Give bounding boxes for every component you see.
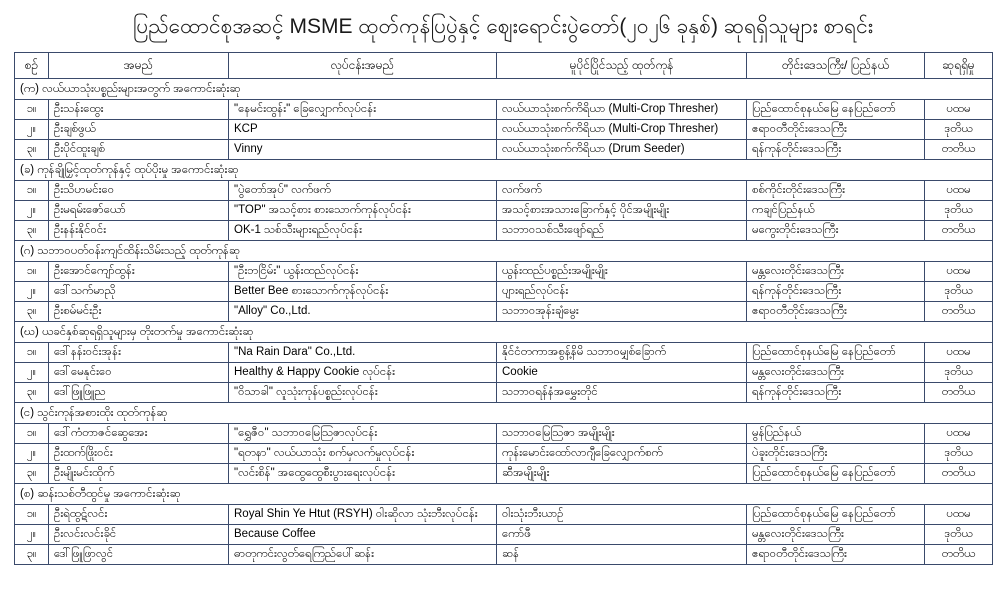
cell-region: ပြည်ထောင်စုနယ်မြေ နေပြည်တော်	[747, 343, 925, 363]
cell-award: ဒုတိယ	[925, 363, 993, 383]
cell-business: "ဦးဘငြိမ်း" ယွန်းထည်လုပ်ငန်း	[229, 262, 497, 282]
cell-business: Vinny	[229, 140, 497, 160]
cell-product: ဆီအမျိုးမျိုး	[497, 464, 747, 484]
cell-business: KCP	[229, 120, 497, 140]
cell-award: ပထမ	[925, 343, 993, 363]
cell-no: ၃။	[15, 302, 49, 322]
awards-table	[14, 52, 993, 565]
cell-award: ပထမ	[925, 505, 993, 525]
cell-region: ရန်ကုန်တိုင်းဒေသကြီး	[747, 140, 925, 160]
cell-no: ၁။	[15, 343, 49, 363]
cell-no: ၃။	[15, 383, 49, 403]
cell-region: ပြည်ထောင်စုနယ်မြေ နေပြည်တော်	[747, 505, 925, 525]
cell-award: ဒုတိယ	[925, 201, 993, 221]
cell-no: ၃။	[15, 464, 49, 484]
cell-award: တတိယ	[925, 545, 993, 565]
table-group-row	[15, 160, 993, 181]
cell-region: ပြည်ထောင်စုနယ်မြေ နေပြည်တော်	[747, 464, 925, 484]
cell-business: "နေမင်းထွန်း" ခြေလျှောက်လုပ်ငန်း	[229, 100, 497, 120]
cell-name: ဦးချစ်ဖွယ်	[49, 120, 229, 140]
table-row	[15, 140, 993, 160]
column-header-business: လုပ်ငန်းအမည်	[229, 53, 497, 79]
cell-product: ဝါးသုံးဘီးယာဉ်	[497, 505, 747, 525]
cell-product: သဘာဝရန်နံအမွှေးတိုင်	[497, 383, 747, 403]
table-row	[15, 363, 993, 383]
table-row	[15, 120, 993, 140]
column-header-region: တိုင်းဒေသကြီး/ ပြည်နယ်	[747, 53, 925, 79]
table-row	[15, 262, 993, 282]
table-group-label: (ဂ) သဘာဝပတ်ဝန်းကျင်ထိန်းသိမ်းသည့် ထုတ်ကုန်ဆု	[15, 241, 993, 262]
cell-product: ကုန်းမောင်းထော်လာဂျီခြေလျှောက်စက်	[497, 444, 747, 464]
cell-region: မွန်ပြည်နယ်	[747, 424, 925, 444]
cell-no: ၂။	[15, 282, 49, 302]
cell-region: ဧရာဝတီတိုင်းဒေသကြီး	[747, 120, 925, 140]
table-header-row	[15, 53, 993, 79]
column-header-name: အမည်	[49, 53, 229, 79]
table-row	[15, 201, 993, 221]
cell-region: မကွေးတိုင်းဒေသကြီး	[747, 221, 925, 241]
table-group-row	[15, 79, 993, 100]
cell-product: ဆန်	[497, 545, 747, 565]
cell-award: တတိယ	[925, 464, 993, 484]
cell-no: ၂။	[15, 525, 49, 545]
column-header-no: စဉ်	[15, 53, 49, 79]
cell-name: ဦးသိဟမင်းဝေ	[49, 181, 229, 201]
cell-no: ၁။	[15, 181, 49, 201]
cell-award: တတိယ	[925, 221, 993, 241]
table-row	[15, 383, 993, 403]
cell-business: Royal Shin Ye Htut (RSYH) ဝါးဆိုလာ သုံးဘီးလုပ်ငန်း	[229, 505, 497, 525]
cell-business: Healthy & Happy Cookie လုပ်ငန်း	[229, 363, 497, 383]
cell-name: ဦးနန်းနိုင်ဝင်း	[49, 221, 229, 241]
cell-business: Better Bee စားသောက်ကုန်လုပ်ငန်း	[229, 282, 497, 302]
cell-product: သဘာဝသစ်သီးဖျော်ရည်	[497, 221, 747, 241]
table-row	[15, 545, 993, 565]
cell-award: ပထမ	[925, 181, 993, 201]
table-row	[15, 282, 993, 302]
page-title: ပြည်ထောင်စုအဆင့် MSME ထုတ်ကုန်ပြပွဲနှင့် ဈေးရောင်းပွဲတော်(၂၀၂၆ ခုနှစ်) ဆုရရှိသူများ စာရင်း	[132, 15, 874, 38]
cell-award: ပထမ	[925, 100, 993, 120]
cell-name: ဒေါ်သက်မာညို	[49, 282, 229, 302]
cell-product: သဘာဝအုန်းချံမွေး	[497, 302, 747, 322]
cell-product: လက်ဖက်	[497, 181, 747, 201]
cell-product: ယွန်းထည်ပစ္စည်းအမျိုးမျိုး	[497, 262, 747, 282]
cell-award: တတိယ	[925, 302, 993, 322]
table-group-row	[15, 484, 993, 505]
cell-name: ဒေါ်ဖြူဖြာလွင်	[49, 545, 229, 565]
cell-region: မန္တလေးတိုင်းဒေသကြီး	[747, 525, 925, 545]
cell-award: တတိယ	[925, 140, 993, 160]
cell-award: ဒုတိယ	[925, 282, 993, 302]
cell-product: ကော်ဖီ	[497, 525, 747, 545]
cell-product: သဘာဝမြေဩဇာ အမျိုးမျိုး	[497, 424, 747, 444]
cell-name: ဦးရဲထွဋ်လင်း	[49, 505, 229, 525]
cell-no: ၂။	[15, 444, 49, 464]
cell-no: ၁။	[15, 262, 49, 282]
cell-product: Cookie	[497, 363, 747, 383]
table-group-label: (င) သွင်းကုန်အစားထိုး ထုတ်ကုန်ဆု	[15, 403, 993, 424]
table-group-label: (စ) ဆန်းသစ်တီထွင်မှု အကောင်းဆုံးဆု	[15, 484, 993, 505]
cell-product: လယ်ယာသုံးစက်ကိရိယာ (Multi-Crop Thresher)	[497, 100, 747, 120]
table-group-label: (ဃ) ယခင်နှစ်ဆုရရှိသူများမှ တိုးတက်မှု အကောင်းဆုံးဆု	[15, 322, 993, 343]
table-row	[15, 302, 993, 322]
table-body	[15, 79, 993, 565]
column-header-product: မူပိုင်ပြိုင်သည့် ထုတ်ကုန်	[497, 53, 747, 79]
cell-no: ၂။	[15, 120, 49, 140]
cell-name: ဦးထက်ဖြိုးဝင်း	[49, 444, 229, 464]
cell-region: စစ်ကိုင်းတိုင်းဒေသကြီး	[747, 181, 925, 201]
table-group-label: (က) လယ်ယာသုံးပစ္စည်းများအတွက် အကောင်းဆုံးဆု	[15, 79, 993, 100]
table-header	[15, 53, 993, 79]
cell-name: ဒေါ်ကံတာဇင်ဆွေအေး	[49, 424, 229, 444]
cell-region: ကချင်ပြည်နယ်	[747, 201, 925, 221]
table-row	[15, 181, 993, 201]
column-header-award: ဆုရရှိမှု	[925, 53, 993, 79]
cell-product: ပျားရည်လုပ်ငန်း	[497, 282, 747, 302]
table-row	[15, 505, 993, 525]
cell-award: ပထမ	[925, 262, 993, 282]
cell-product: လယ်ယာသုံးစက်ကိရိယာ (Drum Seeder)	[497, 140, 747, 160]
cell-business: Because Coffee	[229, 525, 497, 545]
table-row	[15, 343, 993, 363]
cell-name: ဦးလင်းလင်းခိုင်	[49, 525, 229, 545]
cell-award: ဒုတိယ	[925, 120, 993, 140]
cell-region: ပဲခူးတိုင်းဒေသကြီး	[747, 444, 925, 464]
cell-name: ဒေါ်ဖြူဖြူည	[49, 383, 229, 403]
cell-name: ဦးစမ်မင်းဦး	[49, 302, 229, 322]
cell-business: "Alloy" Co.,Ltd.	[229, 302, 497, 322]
cell-region: ရန်ကုန်တိုင်းဒေသကြီး	[747, 282, 925, 302]
cell-business: "Na Rain Dara" Co.,Ltd.	[229, 343, 497, 363]
cell-no: ၁။	[15, 505, 49, 525]
table-row	[15, 221, 993, 241]
cell-business: "TOP" အသင့်စား စားသောက်ကုန်လုပ်ငန်း	[229, 201, 497, 221]
cell-region: မန္တလေးတိုင်းဒေသကြီး	[747, 262, 925, 282]
cell-business: "ပွဲတော်အုပ်" လက်ဖက်	[229, 181, 497, 201]
cell-region: ပြည်ထောင်စုနယ်မြေ နေပြည်တော်	[747, 100, 925, 120]
cell-no: ၁။	[15, 424, 49, 444]
table-group-row	[15, 241, 993, 262]
table-group-row	[15, 403, 993, 424]
cell-name: ဦးမျိုးမင်းထိုက်	[49, 464, 229, 484]
cell-business: OK-1 သစ်သီးများရည်လုပ်ငန်း	[229, 221, 497, 241]
table-row	[15, 464, 993, 484]
cell-region: ဧရာဝတီတိုင်းဒေသကြီး	[747, 302, 925, 322]
table-row	[15, 525, 993, 545]
cell-name: ဦးမရမ်းဇော်ယော်	[49, 201, 229, 221]
cell-no: ၁။	[15, 100, 49, 120]
cell-name: ဦးပိုင်ထူးချစ်	[49, 140, 229, 160]
cell-no: ၃။	[15, 221, 49, 241]
cell-name: ဦးသန်းထွေး	[49, 100, 229, 120]
cell-region: ရန်ကုန်တိုင်းဒေသကြီး	[747, 383, 925, 403]
cell-business: "ရတနာ" လယ်ယာသုံး စက်မှလက်မှုလုပ်ငန်း	[229, 444, 497, 464]
table-row	[15, 444, 993, 464]
cell-no: ၂။	[15, 201, 49, 221]
cell-business: "လင်းစိန်" အထွေထွေစီးပွားရေးလုပ်ငန်း	[229, 464, 497, 484]
cell-business: "ရွှေဇီဝ" သဘာဝမြေဩဇာလုပ်ငန်း	[229, 424, 497, 444]
cell-product: အသင့်စားအသားခြောက်နှင့် ပိုင်အမျိုးမျိုး	[497, 201, 747, 221]
cell-product: လယ်ယာသုံးစက်ကိရိယာ (Multi-Crop Thresher)	[497, 120, 747, 140]
cell-award: တတိယ	[925, 383, 993, 403]
cell-region: ဧရာဝတီတိုင်းဒေသကြီး	[747, 545, 925, 565]
cell-no: ၃။	[15, 545, 49, 565]
cell-region: မန္တလေးတိုင်းဒေသကြီး	[747, 363, 925, 383]
cell-no: ၂။	[15, 363, 49, 383]
table-group-row	[15, 322, 993, 343]
cell-no: ၃။	[15, 140, 49, 160]
cell-product: နိုင်ငံတကာအစွန့်နိမိ သဘာဝမျှစ်ခြောက်	[497, 343, 747, 363]
cell-business: ဓာတုကင်းလွတ်ရေကြည်ပေါ်ဆန်း	[229, 545, 497, 565]
cell-award: ပထမ	[925, 424, 993, 444]
table-row	[15, 100, 993, 120]
cell-award: ဒုတိယ	[925, 525, 993, 545]
cell-award: ဒုတိယ	[925, 444, 993, 464]
cell-name: ဒေါ်မေနုင်းဝေ	[49, 363, 229, 383]
table-row	[15, 424, 993, 444]
cell-name: ဦးအောင်ကျော်ထွန်း	[49, 262, 229, 282]
cell-name: ဒေါ်နန်းဝင်းအုန်း	[49, 343, 229, 363]
table-group-label: (ခ) ကုန်ချိုမြှင့်ထုတ်ကုန်နှင့် ထုပ်ပိုးမှု အကောင်းဆုံးဆု	[15, 160, 993, 181]
cell-business: "ဝိသာခါ" လူသုံးကုန်ပစ္စည်းလုပ်ငန်း	[229, 383, 497, 403]
